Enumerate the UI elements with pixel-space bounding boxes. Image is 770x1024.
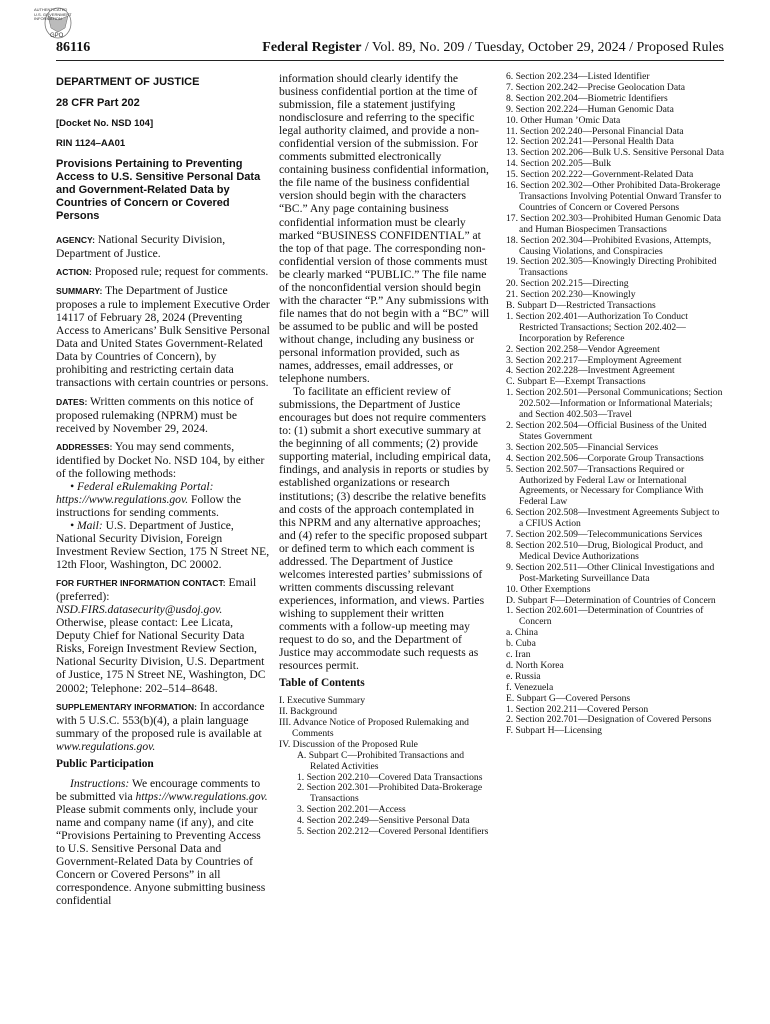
toc-entry[interactable]: 5. Section 202.212—Covered Personal Identifiers	[297, 826, 489, 838]
logo-line: AUTHENTICATED	[34, 7, 68, 12]
toc-entry[interactable]: 1. Section 202.601—Determination of Countries of Concern	[506, 605, 704, 628]
column-3	[506, 72, 724, 737]
rin-number: RIN 1124–AA01	[56, 138, 126, 149]
body-paragraph: To facilitate an efficient review of submissions, the Department of Justice encourages but does not require commenters to: (1) submit a short executive summary at the beginning of all comments; (2) provide supporting material, including empirical data, findings, and analysis in reports or studies by established organizations or research institutions; (3) describe the relative benefits and costs of the approach contemplated in this NPRM and any alternative approaches; and (4) refer to the specific proposed subpart or defined term to which each comment is addressed. The Department of Justice welcomes interested parties’ submissions of written comments discussing relevant experiences, information, and views. Parties wishing to supplement their written comments with a follow-up meeting may request to do so, and the Department of Justice may accommodate such requests as resources permit.	[279, 385, 491, 673]
toc-entry[interactable]: 11. Section 202.240—Personal Financial Data	[506, 125, 684, 137]
action-block	[56, 265, 270, 279]
toc-entry[interactable]: e. Russia	[506, 670, 541, 682]
toc-entry[interactable]: d. North Korea	[506, 659, 564, 671]
dates-block	[56, 395, 270, 435]
toc-entry[interactable]: 4. Section 202.249—Sensitive Personal Data	[297, 815, 470, 827]
supplementary-label: SUPPLEMENTARY INFORMATION:	[56, 701, 197, 712]
cfr-heading: 28 CFR Part 202	[56, 97, 140, 109]
regulations-link[interactable]: www.regulations.gov.	[56, 739, 156, 753]
mail-text: U.S. Department of Justice, National Security Division, Foreign Investment Review Section, 175 N Street NE, 12th Floor, Washington, DC 20002.	[56, 518, 270, 572]
toc-entry[interactable]: 12. Section 202.241—Personal Health Data	[506, 136, 674, 148]
table-of-contents	[279, 696, 493, 838]
instructions-paragraph	[56, 777, 270, 907]
toc-entry[interactable]: 2. Section 202.258—Vendor Agreement	[506, 343, 660, 355]
page-header	[56, 40, 724, 61]
gpo-authenticated-logo	[18, 6, 98, 42]
method-portal	[56, 480, 270, 519]
agency-block	[56, 233, 270, 260]
supplementary-text: In accordance with 5 U.S.C. 553(b)(4), a plain language summary of the proposed rule is available at	[56, 699, 265, 740]
public-participation-heading: Public Participation	[56, 757, 154, 770]
toc-entry[interactable]: 7. Section 202.509—Telecommunications Services	[506, 529, 703, 541]
toc-entry[interactable]: 3. Section 202.217—Employment Agreement	[506, 354, 682, 366]
toc-entry[interactable]: 10. Other Exemptions	[506, 583, 591, 595]
logo-line: U.S. GOVERNMENT	[34, 11, 72, 17]
toc-entry[interactable]: 15. Section 202.222—Government-Related Data	[506, 169, 694, 181]
toc-entry[interactable]: 19. Section 202.305—Knowingly Directing Prohibited Transactions	[506, 256, 717, 279]
toc-entry[interactable]: 1. Section 202.401—Authorization To Conduct Restricted Transactions; Section 202.402—Incorporation by Reference	[506, 310, 688, 344]
toc-entry[interactable]: 8. Section 202.204—Biometric Identifiers	[506, 92, 668, 104]
dates-text: Written comments on this notice of proposed rulemaking (NPRM) must be received by November 29, 2024.	[56, 394, 254, 435]
body-paragraph: information should clearly identify the business confidential portion at the time of submission, file a statement justifying nondisclosure and referring to the specific legal authority claimed, and provide a non-confidential version of the submission. For comments submitted electronically containing business confidential information, the file name of the business confidential version should begin with the characters “BC.” Any page containing business confidential information must be clearly marked “BUSINESS CONFIDENTIAL” at the top of that page. The corresponding non-confidential version of those comments must be clearly marked “PUBLIC.” The file name of the nonconfidential version should begin with the character “P.” Any submissions with file names that do not begin with a “BC” will be assumed to be public and will be posted without change, including any business or personal information provided, such as names, addresses, email addresses, or telephone numbers.	[279, 72, 490, 386]
toc-entry[interactable]: 6. Section 202.234—Listed Identifier	[506, 71, 650, 82]
summary-text: The Department of Justice proposes a rule to implement Executive Order 14117 of February 28, 2024 (Preventing Access to Americans’ Bulk Sensitive Personal Data and United States Government-Related Data by Countries of Concern), by prohibiting and restricting certain data transactions with certain countries or persons.	[56, 284, 270, 390]
supplementary-block	[56, 700, 270, 753]
toc-entry[interactable]: 9. Section 202.511—Other Clinical Investigations and Post-Marketing Surveillance Data	[506, 561, 715, 584]
summary-block	[56, 284, 270, 389]
toc-entry[interactable]: 8. Section 202.510—Drug, Biological Product, and Medical Device Authorizations	[506, 539, 703, 562]
publication-name: Federal Register	[262, 40, 362, 55]
toc-entry[interactable]: 2. Section 202.504—Official Business of the United States Government	[506, 420, 707, 442]
action-text: Proposed rule; request for comments.	[91, 265, 269, 279]
toc-entry[interactable]: 2. Section 202.701—Designation of Covered Persons	[506, 714, 712, 726]
addresses-block	[56, 440, 270, 480]
toc-entry[interactable]: 7. Section 202.242—Precise Geolocation Data	[506, 81, 686, 93]
toc-entry[interactable]: 3. Section 202.505—Financial Services	[506, 441, 659, 453]
contact-text-rest: Otherwise, please contact: Lee Licata, Deputy Chief for National Security Data Risks, Foreign Investment Review Section, National Security Division, U.S. Department of Justice, 175 N Street NE, Washington, DC 20002; Telephone: 202–514–8648.	[56, 616, 266, 695]
addresses-label: ADDRESSES:	[56, 441, 113, 452]
column-2	[279, 72, 493, 838]
summary-label: SUMMARY:	[56, 286, 103, 297]
toc-entry[interactable]: IV. Discussion of the Proposed Rule	[279, 738, 418, 750]
addresses-text: You may send comments, identified by Docket No. NSD 104, by either of the following methods:	[56, 439, 265, 480]
issue-info: / Vol. 89, No. 209 / Tuesday, October 29, 2024 / Proposed Rules	[361, 40, 724, 55]
toc-entry[interactable]: D. Subpart F—Determination of Countries of Concern	[506, 594, 716, 606]
instructions-text: We encourage comments to be submitted via	[56, 776, 261, 803]
docket-number: [Docket No. NSD 104]	[56, 118, 154, 129]
running-head	[262, 40, 724, 56]
toc-entry[interactable]: f. Venezuela	[506, 681, 554, 693]
toc-entry[interactable]: A. Subpart C—Prohibited Transactions and Related Activities	[297, 749, 465, 772]
toc-entry[interactable]: 13. Section 202.206—Bulk U.S. Sensitive Personal Data	[506, 147, 724, 159]
contact-email-link[interactable]: NSD.FIRS.datasecurity@usdoj.gov.	[56, 603, 223, 617]
toc-entry[interactable]: a. China	[506, 627, 538, 639]
toc-entry[interactable]: C. Subpart E—Exempt Transactions	[506, 376, 646, 388]
toc-entry[interactable]: I. Executive Summary	[279, 695, 366, 707]
portal-label[interactable]: • Federal eRulemaking Portal: https://www.regulations.gov.	[56, 479, 214, 506]
logo-line: INFORMATION	[34, 16, 62, 22]
toc-entry[interactable]: 9. Section 202.224—Human Genomic Data	[506, 103, 674, 115]
toc-entry[interactable]: 10. Other Human ’Omic Data	[506, 114, 621, 126]
column-1	[56, 72, 270, 907]
portal-text: Follow the instructions for sending comments.	[56, 492, 241, 519]
toc-entry[interactable]: 1. Section 202.211—Covered Person	[506, 703, 649, 715]
toc-entry[interactable]: 14. Section 202.205—Bulk	[506, 158, 611, 170]
toc-entry[interactable]: 2. Section 202.301—Prohibited Data-Brokerage Transactions	[297, 782, 483, 805]
toc-entry[interactable]: E. Subpart G—Covered Persons	[506, 692, 631, 704]
toc-entry[interactable]: 16. Section 202.302—Other Prohibited Data-Brokerage Transactions Involving Potential Onward Transfer to Countries of Concern or Covered Persons	[506, 180, 722, 213]
instructions-label: Instructions:	[70, 776, 130, 790]
page-number: 86116	[56, 40, 91, 55]
method-mail	[56, 519, 270, 571]
toc-heading: Table of Contents	[279, 677, 365, 690]
toc-entry[interactable]: 1. Section 202.210—Covered Data Transactions	[297, 771, 483, 783]
toc-entry[interactable]: c. Iran	[506, 649, 531, 661]
toc-entry[interactable]: b. Cuba	[506, 638, 536, 650]
toc-entry[interactable]: 3. Section 202.201—Access	[297, 804, 406, 816]
agency-heading: DEPARTMENT OF JUSTICE	[56, 76, 200, 88]
rule-title: Provisions Pertaining to Preventing Access to U.S. Sensitive Personal Data and Government-Related Data by Countries of Concern or Covered Persons	[56, 158, 261, 222]
toc-entry[interactable]: 6. Section 202.508—Investment Agreements Subject to a CFIUS Action	[506, 507, 720, 530]
toc-entry[interactable]: 4. Section 202.228—Investment Agreement	[506, 365, 675, 377]
agency-label: AGENCY:	[56, 235, 95, 245]
toc-entry[interactable]: B. Subpart D—Restricted Transactions	[506, 300, 656, 312]
toc-entry[interactable]: 18. Section 202.304—Prohibited Evasions, Attempts, Causing Violations, and Conspiracies	[506, 234, 712, 257]
toc-entry[interactable]: 17. Section 202.303—Prohibited Human Genomic Data and Human Biospecimen Transactions	[506, 212, 722, 235]
instructions-text-rest: Please submit comments only, include your name and company name (if any), and cite “Provisions Pertaining to Preventing Access to U.S. Sensitive Personal Data and Government-Related Data by Countries of Concern or Covered Persons” in all correspondence. Anyone submitting business confidential	[56, 802, 266, 908]
toc-entry[interactable]: 21. Section 202.230—Knowingly	[506, 289, 636, 301]
toc-entry[interactable]: II. Background	[279, 706, 338, 718]
toc-entry[interactable]: 1. Section 202.501—Personal Communications; Section 202.502—Information or Informational Materials; and Section 402.503—Travel	[506, 387, 723, 421]
table-of-contents-continued	[506, 72, 724, 737]
contact-block	[56, 576, 270, 694]
toc-entry[interactable]: 20. Section 202.215—Directing	[506, 278, 629, 290]
dates-label: DATES:	[56, 396, 88, 407]
toc-entry[interactable]: 5. Section 202.507—Transactions Required or Authorized by Federal Law or International Agreements, or Necessary for Compliance With Federal Law	[506, 463, 704, 508]
contact-label: FOR FURTHER INFORMATION CONTACT:	[56, 578, 226, 589]
instructions-link[interactable]: https://www.regulations.gov.	[135, 789, 268, 803]
gpo-mark: GPO	[50, 33, 64, 39]
agency-text: National Security Division, Department of Justice.	[56, 233, 226, 261]
contact-text: Email (preferred):	[56, 576, 257, 604]
mail-label: • Mail:	[70, 518, 103, 532]
toc-entry[interactable]: F. Subpart H—Licensing	[506, 725, 602, 737]
action-label: ACTION:	[56, 267, 92, 278]
toc-entry[interactable]: III. Advance Notice of Proposed Rulemaking and Comments	[279, 717, 469, 739]
toc-entry[interactable]: 4. Section 202.506—Corporate Group Transactions	[506, 452, 704, 464]
